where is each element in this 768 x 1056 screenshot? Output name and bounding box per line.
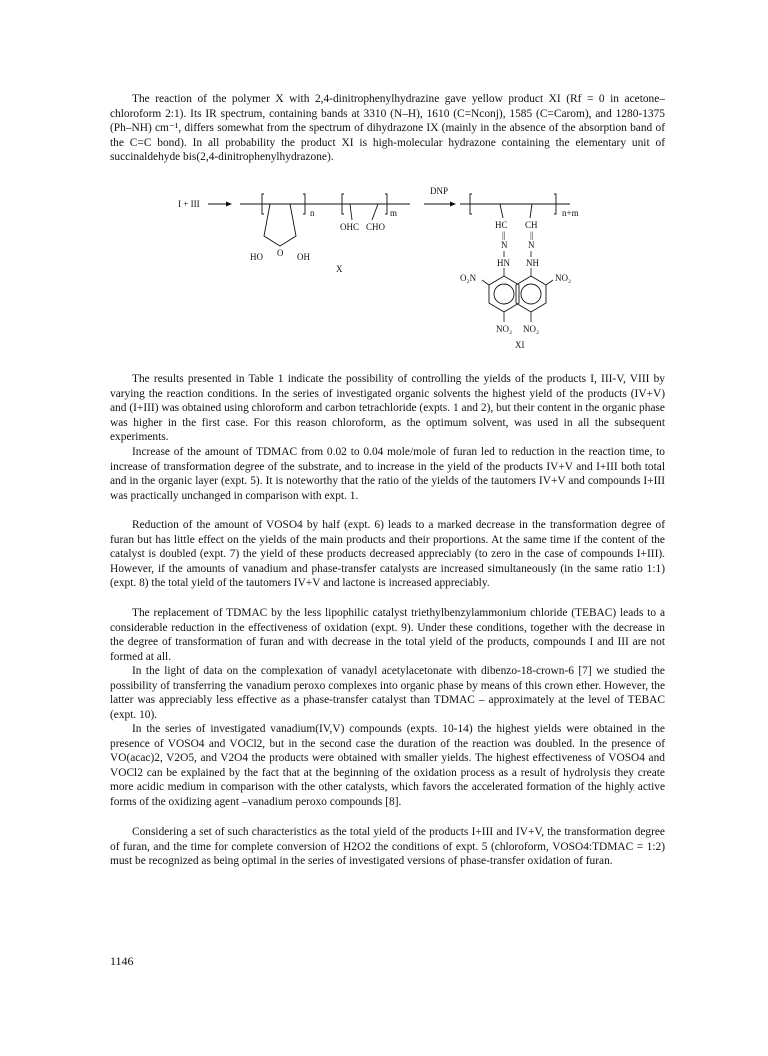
scheme-oh: OH xyxy=(297,252,310,262)
paragraph-3: Increase of the amount of TDMAC from 0.02 to 0.04 mole/mole of furan led to reduction in the reaction time, to increase of transformation degree of the substrate, and to increase in the yield of the products IV+V and I+III both total and in the organic layer (expt. 5). It is noteworthy that the ratio of the yields of the tautomers IV+V and compounds I+III was practically unchanged in comparison with expt. 1. xyxy=(110,446,665,502)
paragraph-6: In the light of data on the complexation of vanadyl acetylacetonate with dibenzo-18-crown-6 [7] we studied the possibility of transferring the vanadium peroxo complexes into organic phase by means of this crown ether. However, the latter was appreciably less effective as a phase-transfer catalyst than TDMAC – approximately at the level of TEBAC (expt. 10). xyxy=(110,665,665,721)
scheme-o2n: O₂N xyxy=(460,273,477,283)
scheme-label-xi: XI xyxy=(515,340,525,350)
scheme-no2-bottom-right: NO₂ xyxy=(523,324,540,334)
scheme-reactants: I + III xyxy=(178,199,200,209)
svg-text:||: || xyxy=(502,230,506,240)
scheme-cho: CHO xyxy=(366,222,386,232)
reaction-scheme xyxy=(160,180,610,360)
scheme-sub-n: n xyxy=(310,208,315,218)
svg-text:||: || xyxy=(530,230,534,240)
scheme-ohc: OHC xyxy=(340,222,360,232)
scheme-ho: HO xyxy=(250,252,263,262)
page-number: 1146 xyxy=(110,954,134,968)
scheme-nh: NH xyxy=(526,258,539,268)
paragraph-5: The replacement of TDMAC by the less lipophilic catalyst triethylbenzylammonium chloride (TEBAC) leads to a considerable reduction in the effectiveness of oxidation (expt. 9). Under these conditions, together with the decrease in the degree of transformation of furan and with decrease in the total yield of the products, compounds I and III are not formed at all. xyxy=(110,607,665,663)
scheme-no2-right: NO₂ xyxy=(555,273,572,283)
scheme-no2-bottom-left: NO₂ xyxy=(496,324,513,334)
paragraph-8: Considering a set of such characteristics as the total yield of the products I+III and IV+V, the transformation degree of furan, and the time for complete conversion of H2O2 the conditions of expt. 5 (chloroform, VOSO4:TDMAC = 1:2) must be recognized as being optimal in the series of investigated versions of phase-transfer oxidation of furan. xyxy=(110,826,665,868)
paragraph-4: Reduction of the amount of VOSO4 by half (expt. 6) leads to a marked decrease in the transformation degree of furan but has little effect on the yields of the main products and their proportions. At the same time if the content of the catalyst is doubled (expt. 7) the yield of these products decreased appreciably (to zero in the case of compounds I+III). However, if the amounts of vanadium and phase-transfer catalysts are increased simultaneously (in the same ratio 1:1) (expt. 8) the total yield of the tautomers IV+V and lactone is increased appreciably. xyxy=(110,519,665,590)
scheme-sub-nm: n+m xyxy=(562,208,579,218)
paragraph-7: In the series of investigated vanadium(IV,V) compounds (expts. 10-14) the highest yields were obtained in the presence of VOSO4 and VOCl2, but in the second case the duration of the reaction was doubled. In the presence of VO(acac)2, V2O5, and V2O4 the products were obtained with smaller yields. The highest effectiveness of VOSO4 and VOCl2 can be explained by the fact that at the beginning of the oxidation process as a result of hydrolysis they create more acidic medium in comparison with the other catalysts, which favors the accelerated formation of the highly active forms of the oxidizing agent –vanadium peroxo compounds [8]. xyxy=(110,723,665,808)
scheme-hc: HC xyxy=(495,220,508,230)
scheme-n-right: N xyxy=(528,240,535,250)
scheme-reagent: DNP xyxy=(430,186,449,196)
scheme-n-left: N xyxy=(501,240,508,250)
scheme-label-x: X xyxy=(336,264,343,274)
scheme-ch: CH xyxy=(525,220,538,230)
scheme-hn: HN xyxy=(497,258,510,268)
paragraph-2: The results presented in Table 1 indicate the possibility of controlling the yields of the products I, III-V, VIII by varying the reaction conditions. In the series of investigated organic solvents the highest yield of the products (IV+V) and (I+III) was obtained using chloroform and carbon tetrachloride (expts. 1 and 2), but their content in the organic phase was higher in the first case. For this reason chloroform, as the optimum solvent, was used in all the subsequent experiments. xyxy=(110,373,665,444)
paragraph-1: The reaction of the polymer X with 2,4-dinitrophenylhydrazine gave yellow product XI (Rf = 0 in acetone–chloroform 2:1). Its IR spectrum, containing bands at 3310 (N–H), 1610 (C=Nconj), 1585 (C=Carom), and 1280-1375 (Ph–NH) cm⁻¹, differs somewhat from the spectrum of dihydrazone IX (mainly in the absence of the absorption band of the C=C bond). In all probability the product XI is high-molecular hydrazone containing the elementary unit of succinaldehyde bis(2,4-dinitrophenylhydrazone). xyxy=(110,93,665,164)
scheme-sub-m: m xyxy=(390,208,398,218)
scheme-ring-o: O xyxy=(277,248,284,258)
